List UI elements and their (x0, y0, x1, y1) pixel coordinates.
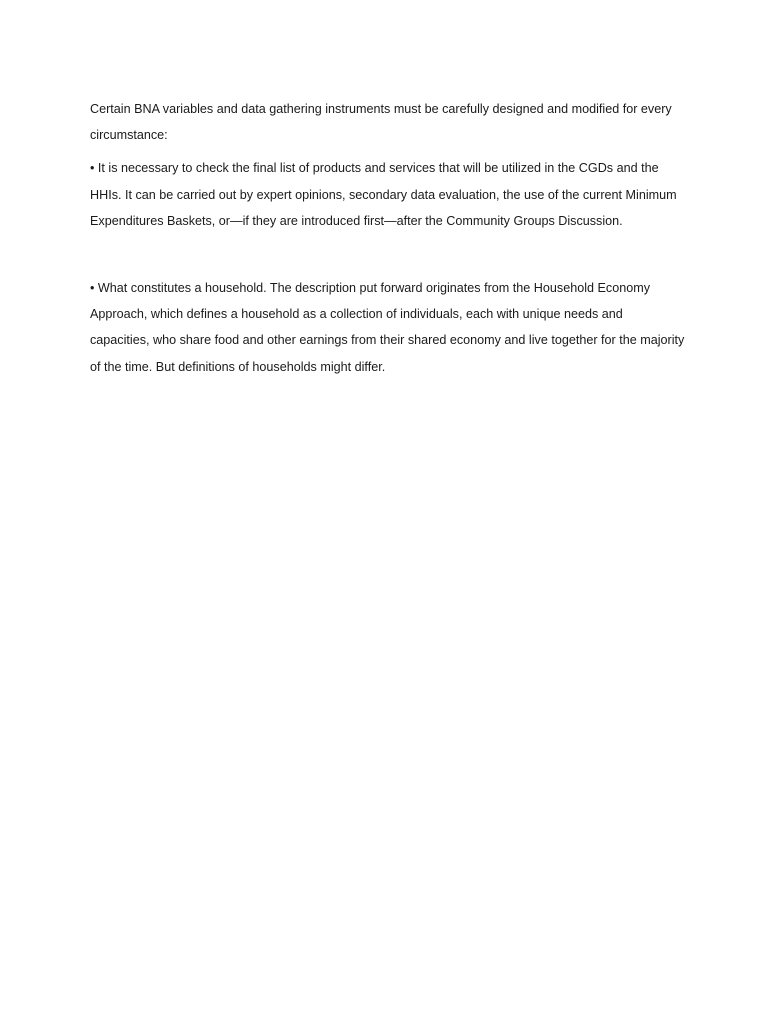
bullet-paragraph-household: • What constitutes a household. The description put forward originates from the Household Economy Approach, which defines a household as a collection of individuals, each with unique needs and capacities, who share food and other earnings from their shared economy and live together for the majority of the time. But definitions of households might differ. (90, 281, 685, 374)
bullet-paragraph-products: • It is necessary to check the final list of products and services that will be utilized in the CGDs and the HHIs. It can be carried out by expert opinions, secondary data evaluation, the use of the current Minimum Expenditures Baskets, or—if they are introduced first—after the Community Groups Discussion. (90, 161, 677, 228)
intro-paragraph: Certain BNA variables and data gathering instruments must be carefully designed and modified for every circumstance: (90, 102, 672, 143)
document-body (90, 96, 685, 380)
